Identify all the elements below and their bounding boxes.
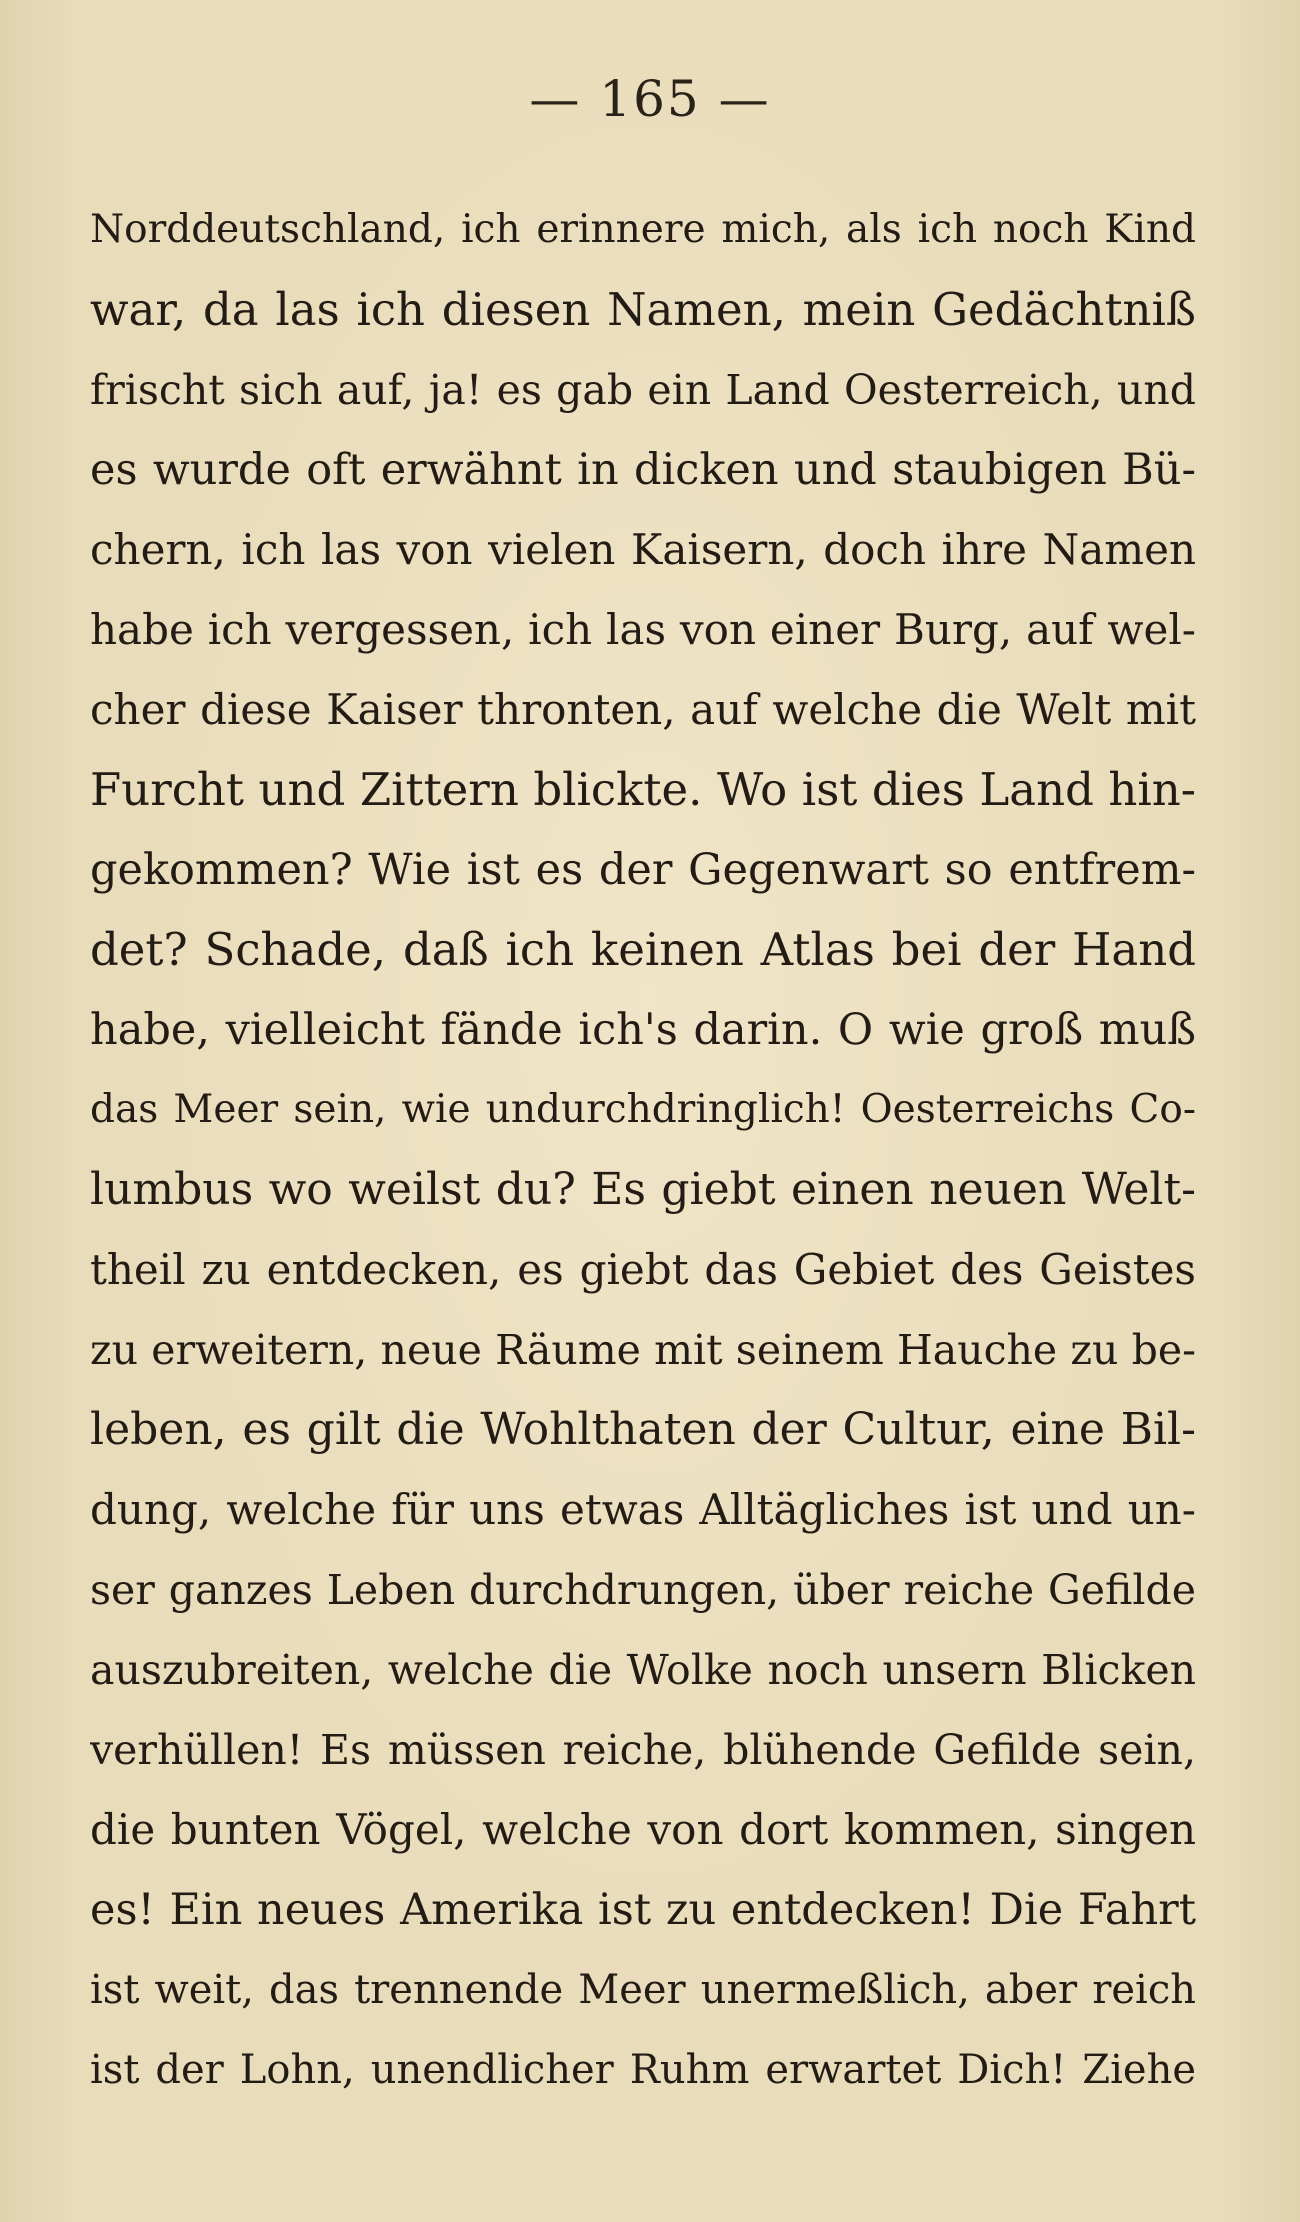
text-line: es! Ein neues Amerika ist zu entdecken! Die Fahrt: [90, 1885, 1196, 1935]
text-line: Norddeutschland, ich erinnere mich, als ich noch Kind: [90, 207, 1196, 252]
text-line: war, da las ich diesen Namen, mein Gedächtniß: [90, 283, 1196, 336]
text-line: das Meer sein, wie undurchdringlich! Oesterreichs Co-: [90, 1087, 1196, 1132]
text-line: es wurde oft erwähnt in dicken und staubigen Bü-: [90, 445, 1196, 495]
text-line: cher diese Kaiser thronten, auf welche die Welt mit: [90, 685, 1196, 734]
text-line: zu erweitern, neue Räume mit seinem Hauche zu be-: [90, 1326, 1196, 1374]
text-line: lumbus wo weilst du? Es giebt einen neuen Welt-: [90, 1164, 1196, 1215]
page-number-header: — 165 —: [529, 70, 771, 128]
text-line: habe ich vergessen, ich las von einer Burg, auf wel-: [90, 605, 1196, 654]
text-line: habe, vielleicht fände ich's darin. O wie groß muß: [90, 1005, 1196, 1055]
text-line: ser ganzes Leben durchdrungen, über reiche Gefilde: [90, 1566, 1196, 1614]
text-line: dung, welche für uns etwas Alltägliches ist und un-: [90, 1485, 1196, 1534]
text-line: det? Schade, daß ich keinen Atlas bei der Hand: [90, 923, 1196, 976]
text-line: auszubreiten, welche die Wolke noch unsern Blicken: [90, 1646, 1196, 1694]
text-line: Furcht und Zittern blickte. Wo ist dies Land hin-: [90, 763, 1196, 816]
text-line: ist weit, das trennende Meer unermeßlich, aber reich: [90, 1967, 1196, 2013]
text-line: ist der Lohn, unendlicher Ruhm erwartet Dich! Ziehe: [90, 2047, 1196, 2093]
text-line: gekommen? Wie ist es der Gegenwart so entfrem-: [90, 845, 1196, 895]
text-line: die bunten Vögel, welche von dort kommen, singen: [90, 1805, 1196, 1854]
page-body-text: [90, 190, 1196, 2110]
text-line: chern, ich las von vielen Kaisern, doch ihre Namen: [90, 525, 1196, 574]
text-line: verhüllen! Es müssen reiche, blühende Gefilde sein,: [90, 1726, 1196, 1774]
text-line: frischt sich auf, ja! es gab ein Land Oesterreich, und: [90, 366, 1196, 414]
text-line: leben, es gilt die Wohlthaten der Cultur, eine Bil-: [90, 1404, 1196, 1455]
text-line: theil zu entdecken, es giebt das Gebiet des Geistes: [90, 1245, 1196, 1294]
